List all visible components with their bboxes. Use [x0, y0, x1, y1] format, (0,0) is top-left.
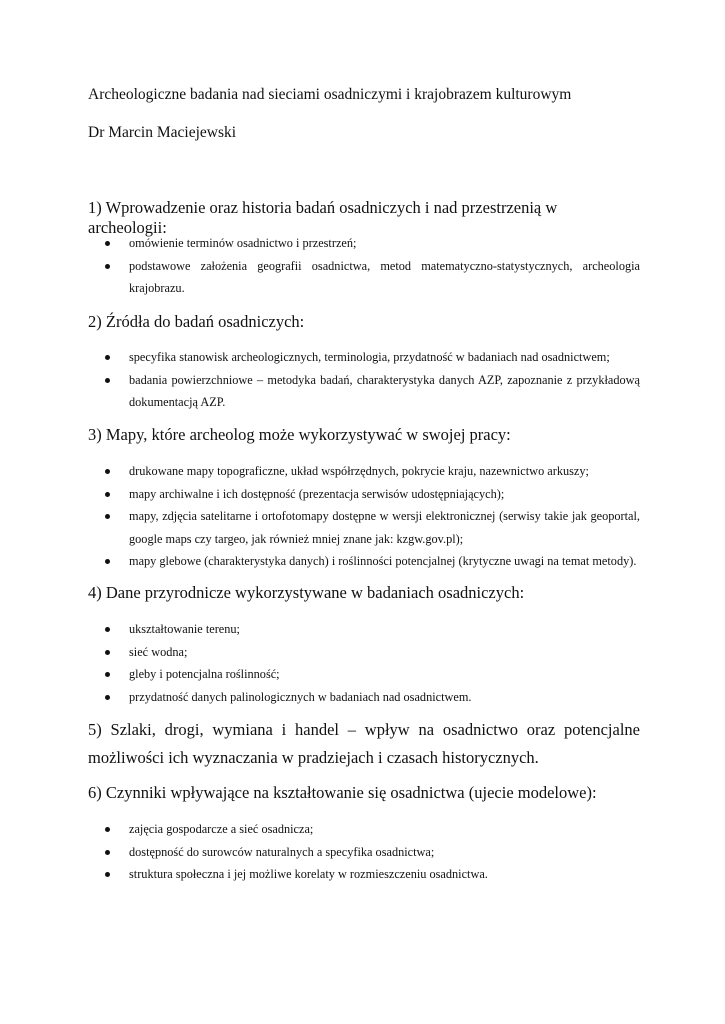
- bullet-icon: [105, 264, 110, 269]
- bullet-icon: [105, 627, 110, 632]
- list-item: [88, 505, 640, 550]
- list-item: [88, 863, 640, 886]
- bullet-icon: [105, 241, 110, 246]
- bullet-icon: [105, 469, 110, 474]
- bullet-icon: [105, 672, 110, 677]
- document-author: Dr Marcin Maciejewski: [88, 124, 237, 141]
- section-5-heading: 5) Szlaki, drogi, wymiana i handel – wpływ na osadnictwo oraz potencjalne możliwości ich wyznaczania w pradziejach i czasach historycznych.: [88, 720, 640, 767]
- list-item-text: mapy glebowe (charakterystyka danych) i roślinności potencjalnej (krytyczne uwagi na temat metody).: [129, 554, 637, 568]
- section-1-list: [88, 232, 640, 300]
- list-item-text: sieć wodna;: [129, 644, 188, 659]
- list-item: [88, 663, 640, 686]
- bullet-icon: [105, 650, 110, 655]
- bullet-icon: [105, 850, 110, 855]
- list-item: [88, 369, 640, 414]
- list-item-text: zajęcia gospodarcze a sieć osadnicza;: [129, 822, 314, 836]
- list-item-text: struktura społeczna i jej możliwe korelaty w rozmieszczeniu osadnictwa.: [129, 867, 488, 881]
- section-6-list: [88, 818, 640, 886]
- list-item-text: podstawowe założenia geografii osadnictwa, metod matematyczno-statystycznych, archeologia krajobrazu.: [129, 258, 640, 295]
- list-item-text: mapy archiwalne i ich dostępność (prezentacja serwisów udostępniających);: [129, 486, 505, 501]
- bullet-icon: [105, 695, 110, 700]
- list-item-text: dostępność do surowców naturalnych a specyfika osadnictwa;: [129, 844, 435, 859]
- section-2-heading: 2) Źródła do badań osadniczych:: [88, 312, 305, 331]
- list-item-text: specyfika stanowisk archeologicznych, terminologia, przydatność w badaniach nad osadnictwem;: [129, 350, 610, 364]
- list-item: [88, 841, 640, 864]
- section-2-list: [88, 346, 640, 414]
- section-4-heading: 4) Dane przyrodnicze wykorzystywane w badaniach osadniczych:: [88, 583, 525, 602]
- section-3-heading: 3) Mapy, które archeolog może wykorzystywać w swojej pracy:: [88, 425, 511, 444]
- bullet-icon: [105, 514, 110, 519]
- list-item: [88, 641, 640, 664]
- list-item: [88, 618, 640, 641]
- list-item: [88, 346, 640, 369]
- list-item: [88, 818, 640, 841]
- list-item-text: ukształtowanie terenu;: [129, 622, 240, 636]
- bullet-icon: [105, 827, 110, 832]
- list-item: [88, 460, 640, 483]
- section-1-heading: 1) Wprowadzenie oraz historia badań osadniczych i nad przestrzenią w archeologii:: [88, 198, 558, 237]
- section-4-list: [88, 618, 640, 708]
- list-item-text: drukowane mapy topograficzne, układ współrzędnych, pokrycie kraju, nazewnictwo arkuszy;: [129, 464, 589, 478]
- list-item: [88, 686, 640, 709]
- list-item-text: mapy, zdjęcia satelitarne i ortofotomapy dostępne w wersji elektronicznej (serwisy takie jak geoportal, google maps czy targeo, jak również mniej znane jak: kzgw.gov.pl);: [129, 509, 640, 546]
- list-item: [88, 255, 640, 300]
- bullet-icon: [105, 872, 110, 877]
- list-item-text: omówienie terminów osadnictwo i przestrzeń;: [129, 236, 357, 250]
- list-item: [88, 483, 640, 506]
- bullet-icon: [105, 378, 110, 383]
- section-3-list: [88, 460, 640, 573]
- document-title: Archeologiczne badania nad sieciami osadniczymi i krajobrazem kulturowym: [88, 86, 572, 103]
- bullet-icon: [105, 355, 110, 360]
- bullet-icon: [105, 559, 110, 564]
- bullet-icon: [105, 492, 110, 497]
- list-item: [88, 232, 640, 255]
- list-item-text: gleby i potencjalna roślinność;: [129, 667, 280, 681]
- list-item-text: przydatność danych palinologicznych w badaniach nad osadnictwem.: [129, 689, 472, 704]
- list-item: [88, 550, 640, 573]
- list-item-text: badania powierzchniowe – metodyka badań, charakterystyka danych AZP, zapoznanie z przykładową dokumentacją AZP.: [129, 372, 640, 409]
- section-6-heading: 6) Czynniki wpływające na kształtowanie się osadnictwa (ujecie modelowe):: [88, 783, 597, 802]
